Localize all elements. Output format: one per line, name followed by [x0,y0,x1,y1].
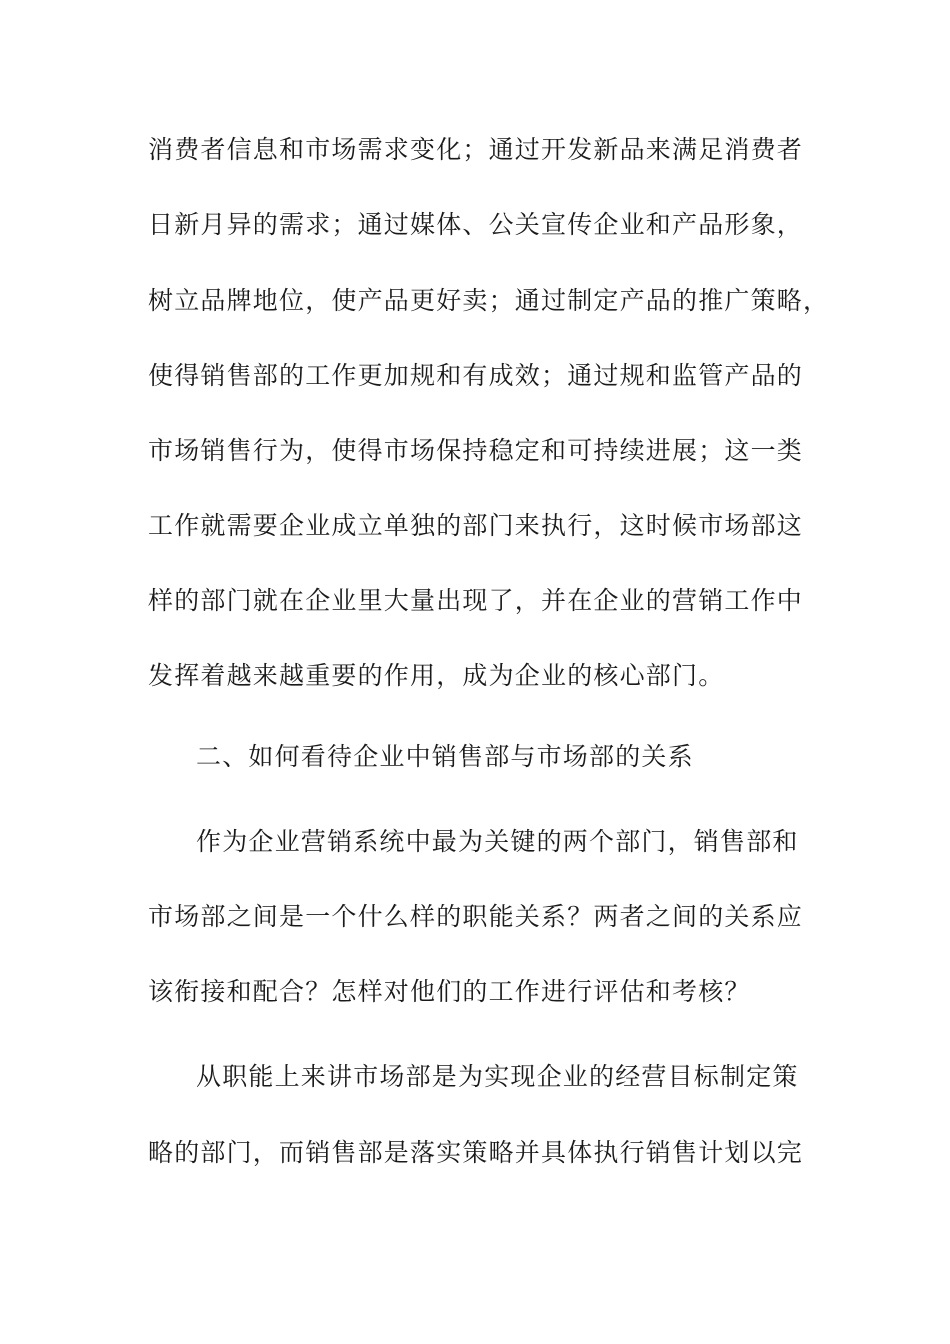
section-heading: 二、如何看待企业中销售部与市场部的关系 [196,742,694,771]
paragraph-line: 日新月异的需求；通过媒体、公关宣传企业和产品形象， [148,210,804,239]
paragraph-line: 作为企业营销系统中最为关键的两个部门，销售部和 [196,827,799,856]
paragraph-line: 该衔接和配合？怎样对他们的工作进行评估和考核？ [148,977,751,1006]
paragraph-line: 样的部门就在企业里大量出现了，并在企业的营销工作中 [148,586,804,615]
paragraph-line: 略的部门，而销售部是落实策略并具体执行销售计划以完 [148,1138,804,1167]
paragraph-line: 从职能上来讲市场部是为实现企业的经营目标制定策 [196,1062,799,1091]
paragraph-line: 消费者信息和市场需求变化；通过开发新品来满足消费者 [148,135,804,164]
paragraph-line: 使得销售部的工作更加规和有成效；通过规和监管产品的 [148,361,804,390]
paragraph-line: 发挥着越来越重要的作用，成为企业的核心部门。 [148,661,725,690]
paragraph-line: 树立品牌地位，使产品更好卖；通过制定产品的推广策略， [148,286,830,315]
paragraph-line: 市场部之间是一个什么样的职能关系？两者之间的关系应 [148,902,804,931]
paragraph-line: 市场销售行为，使得市场保持稳定和可持续进展；这一类 [148,436,804,465]
paragraph-line: 工作就需要企业成立单独的部门来执行，这时候市场部这 [148,511,804,540]
